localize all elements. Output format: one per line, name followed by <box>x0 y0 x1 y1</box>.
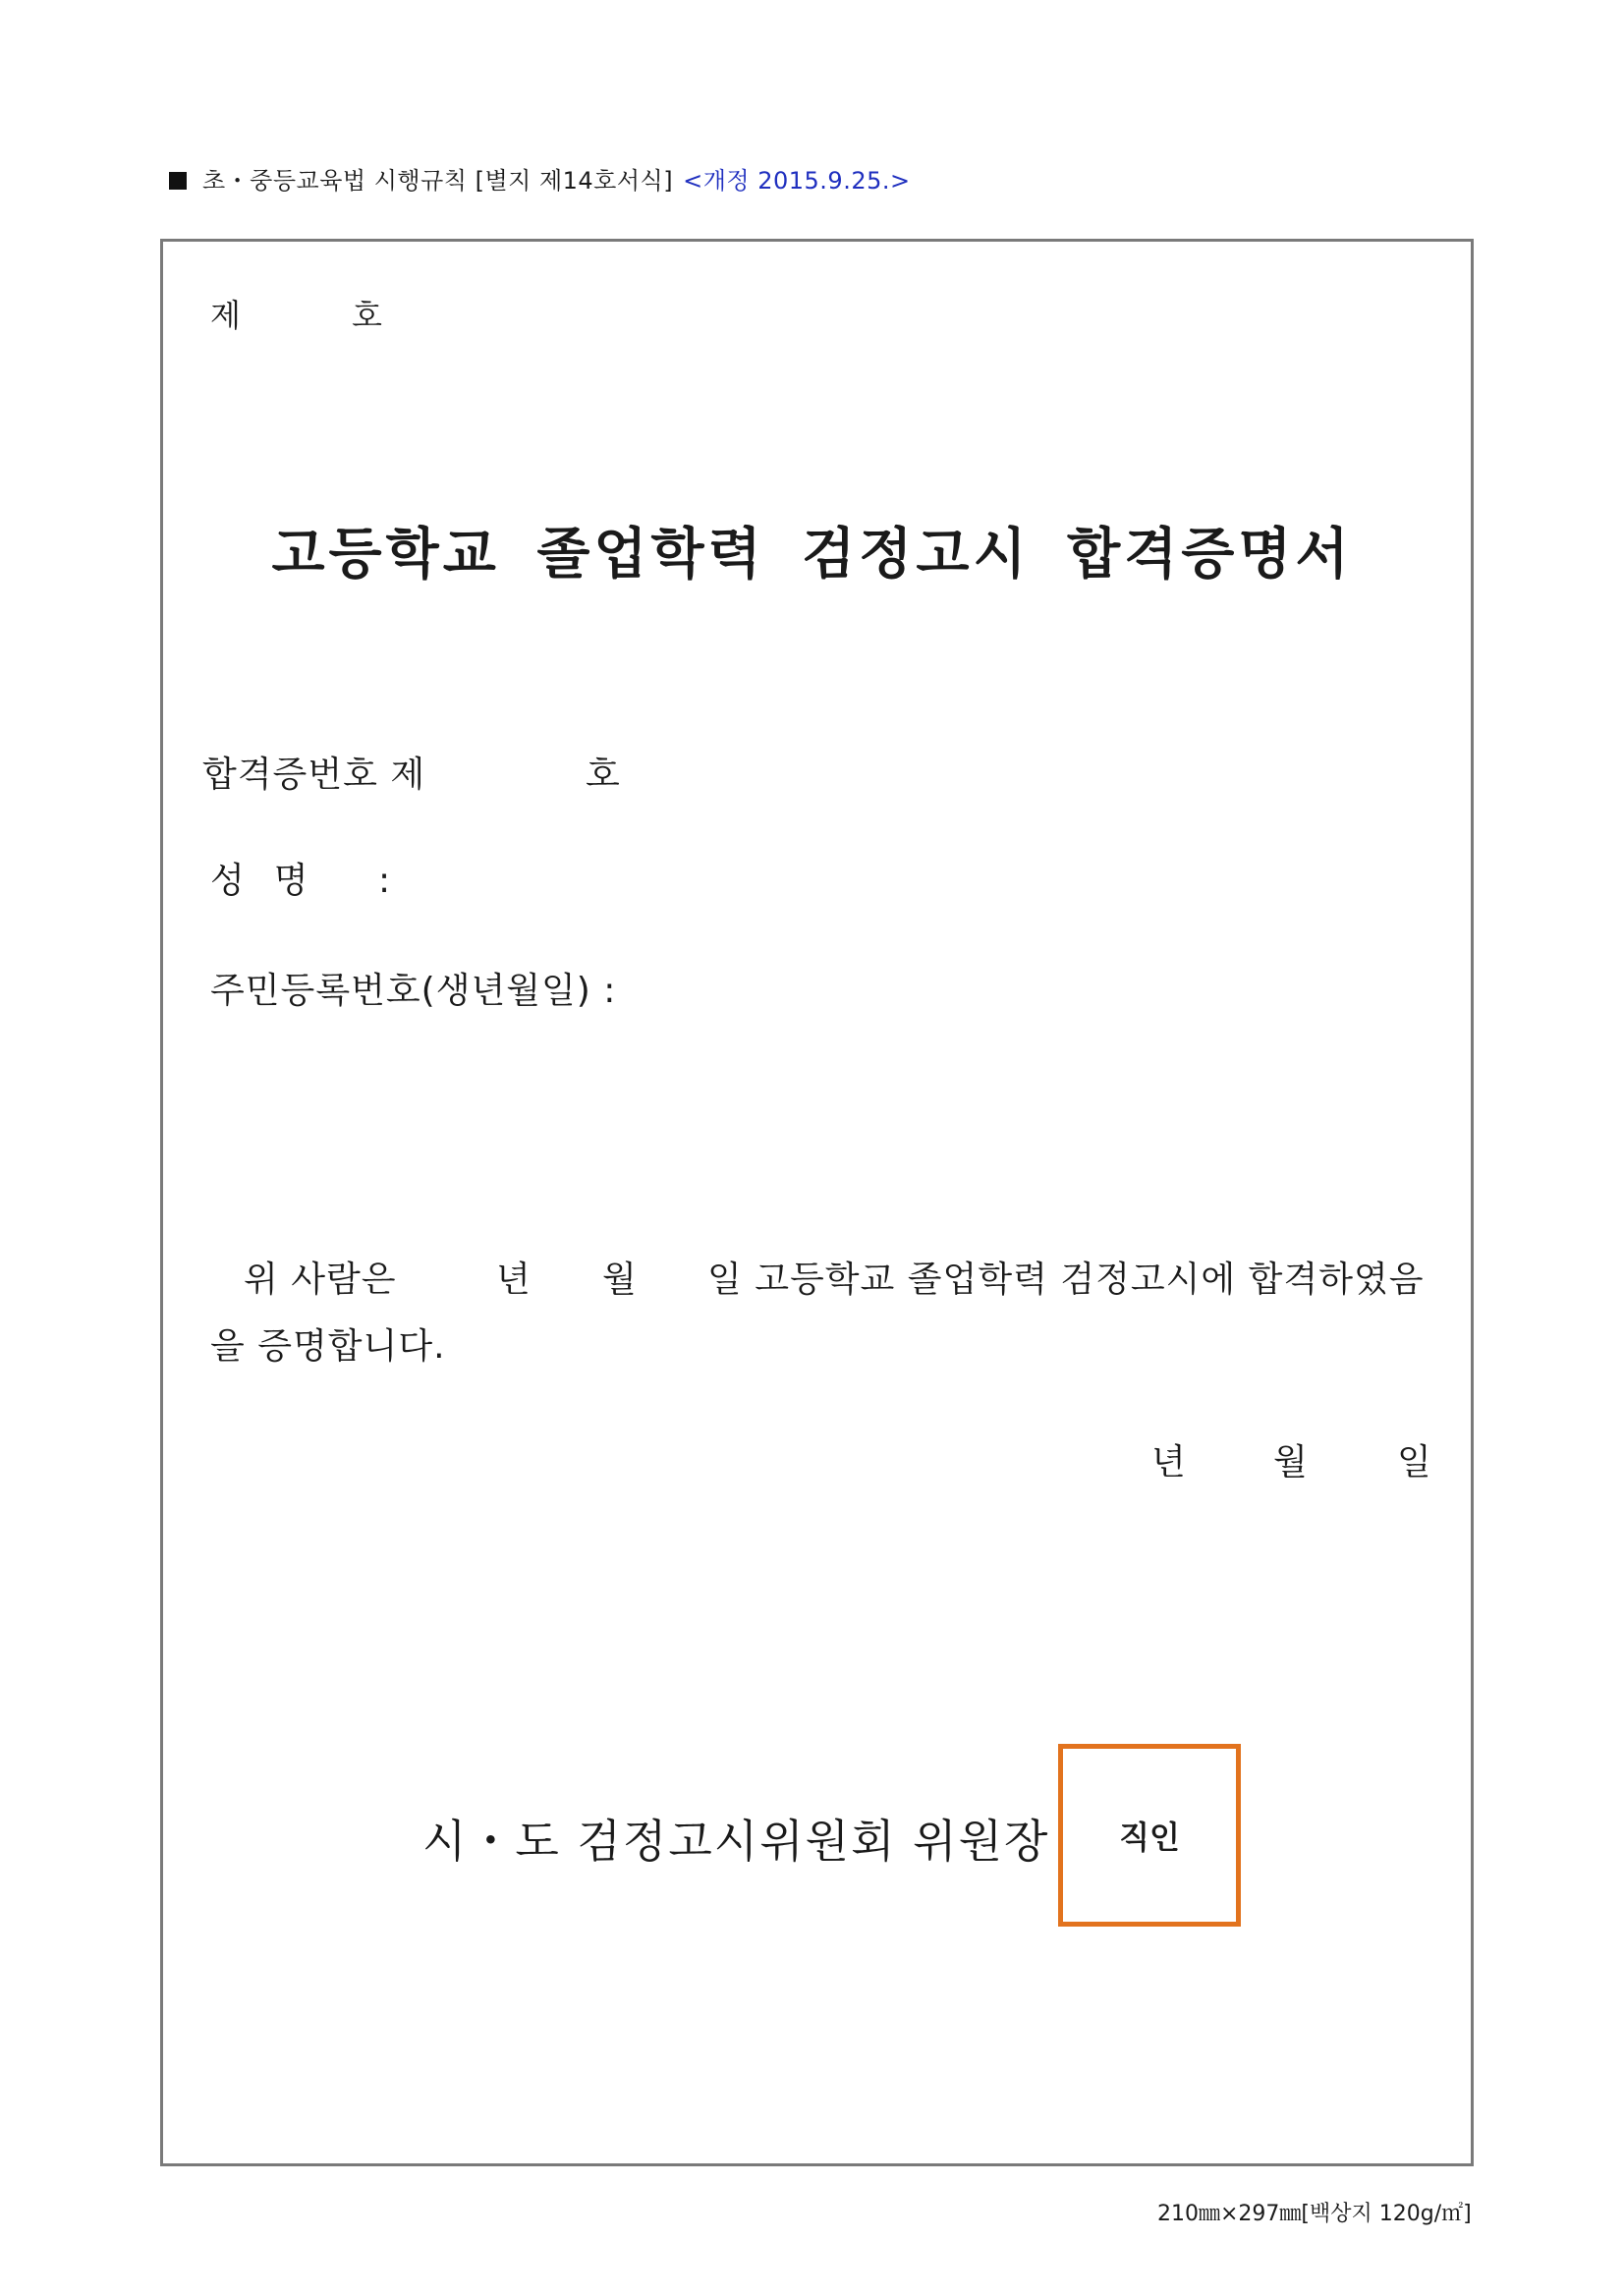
paper-spec-footer: 210㎜×297㎜[백상지 120g/㎡] <box>1157 2202 1472 2226</box>
certification-year: 년 <box>496 1260 532 1300</box>
form-reference-text: 초・중등교육법 시행규칙 [별지 제14호서식] <box>202 167 674 195</box>
seal-label: 직인 <box>1119 1819 1180 1856</box>
resident-id-label: 주민등록번호(생년월일) : <box>210 971 617 1011</box>
pass-number-label: 합격증번호 제 <box>202 755 426 795</box>
issue-date-month: 월 <box>1273 1442 1308 1483</box>
issuer-title: 시・도 검정고시위원회 위원장 <box>422 1815 1050 1868</box>
square-bullet-icon <box>169 172 187 190</box>
issue-date-year: 년 <box>1151 1442 1186 1483</box>
certification-month: 월 <box>602 1260 638 1300</box>
certification-line1-end: 일 고등학교 졸업학력 검정고시에 합격하였음 <box>707 1260 1425 1300</box>
serial-number-prefix: 제 <box>210 297 241 334</box>
certification-line1-start: 위 사람은 <box>244 1260 397 1300</box>
certification-line2: 을 증명합니다. <box>210 1326 446 1367</box>
official-seal-box <box>1058 1744 1241 1927</box>
pass-number-suffix: 호 <box>586 755 621 795</box>
issue-date-day: 일 <box>1397 1442 1431 1483</box>
name-label: 성명 : <box>210 861 420 901</box>
serial-number-suffix: 호 <box>352 297 382 334</box>
certificate-title: 고등학교 졸업학력 검정고시 합격증명서 <box>271 523 1353 587</box>
revision-note: <개정 2015.9.25.> <box>683 167 911 195</box>
form-reference-header <box>169 161 911 196</box>
